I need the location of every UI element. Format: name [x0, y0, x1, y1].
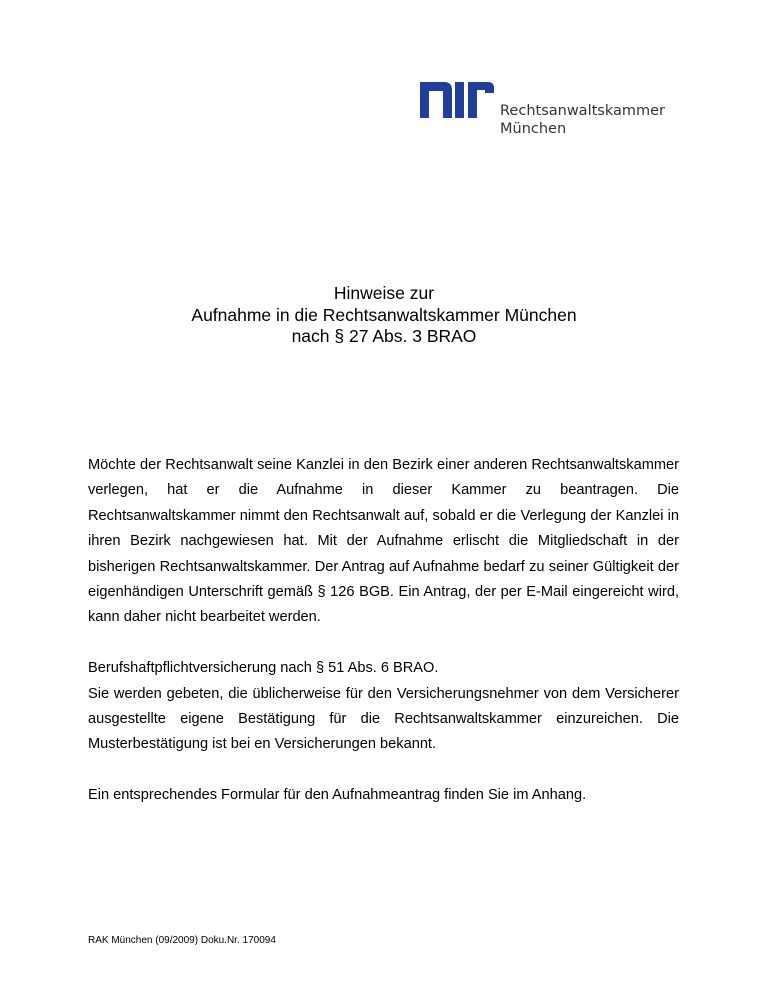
closing-paragraph: Ein entsprechendes Formular für den Aufnahmeantrag finden Sie im Anhang. [88, 787, 587, 804]
title-line3: nach § 27 Abs. 3 BRAO [291, 326, 477, 346]
footer-reference: RAK München (09/2009) Doku.Nr. 170094 [88, 935, 276, 946]
logo-text [500, 102, 665, 138]
rak-logo [420, 78, 680, 138]
insurance-paragraph: Sie werden gebeten, die üblicherweise für den Versicherungsnehmer von dem Versicherer ausgestellte eigene Bestätigung für die Rechtsanwaltskammer einzureichen. Die Musterbestätigung ist bei en Versicherungen bekannt. [88, 685, 679, 753]
intro-paragraph: Möchte der Rechtsanwalt seine Kanzlei in den Bezirk einer anderen Rechtsanwaltskammer verlegen, hat er die Aufnahme in dieser Kammer zu beantragen. Die Rechtsanwaltskammer nimmt den Rechtsanwalt auf, sobald er die Verlegung der Kanzlei in ihren Bezirk nachgewiesen hat. Mit der Aufnahme erlischt die Mitgliedschaft in der bisherigen Rechtsanwaltskammer. Der Antrag auf Aufnahme bedarf zu seiner Gültigkeit der eigenhändigen Unterschrift gemäß § 126 BGB. Ein Antrag, der per E-Mail eingereicht wird, kann daher nicht bearbeitet werden. [88, 457, 679, 626]
document-body [88, 453, 679, 809]
title-line1: Hinweise zur [333, 283, 435, 303]
rak-logo-mark-icon [420, 80, 498, 120]
title-line2: Aufnahme in die Rechtsanwaltskammer München [191, 304, 577, 325]
logo-text-line1: Rechtsanwaltskammer [500, 103, 665, 119]
logo-text-line2: München [500, 121, 567, 137]
document-title [0, 283, 768, 348]
insurance-heading: Berufshaftpflichtversicherung nach § 51 Abs. 6 BRAO. [88, 660, 439, 677]
